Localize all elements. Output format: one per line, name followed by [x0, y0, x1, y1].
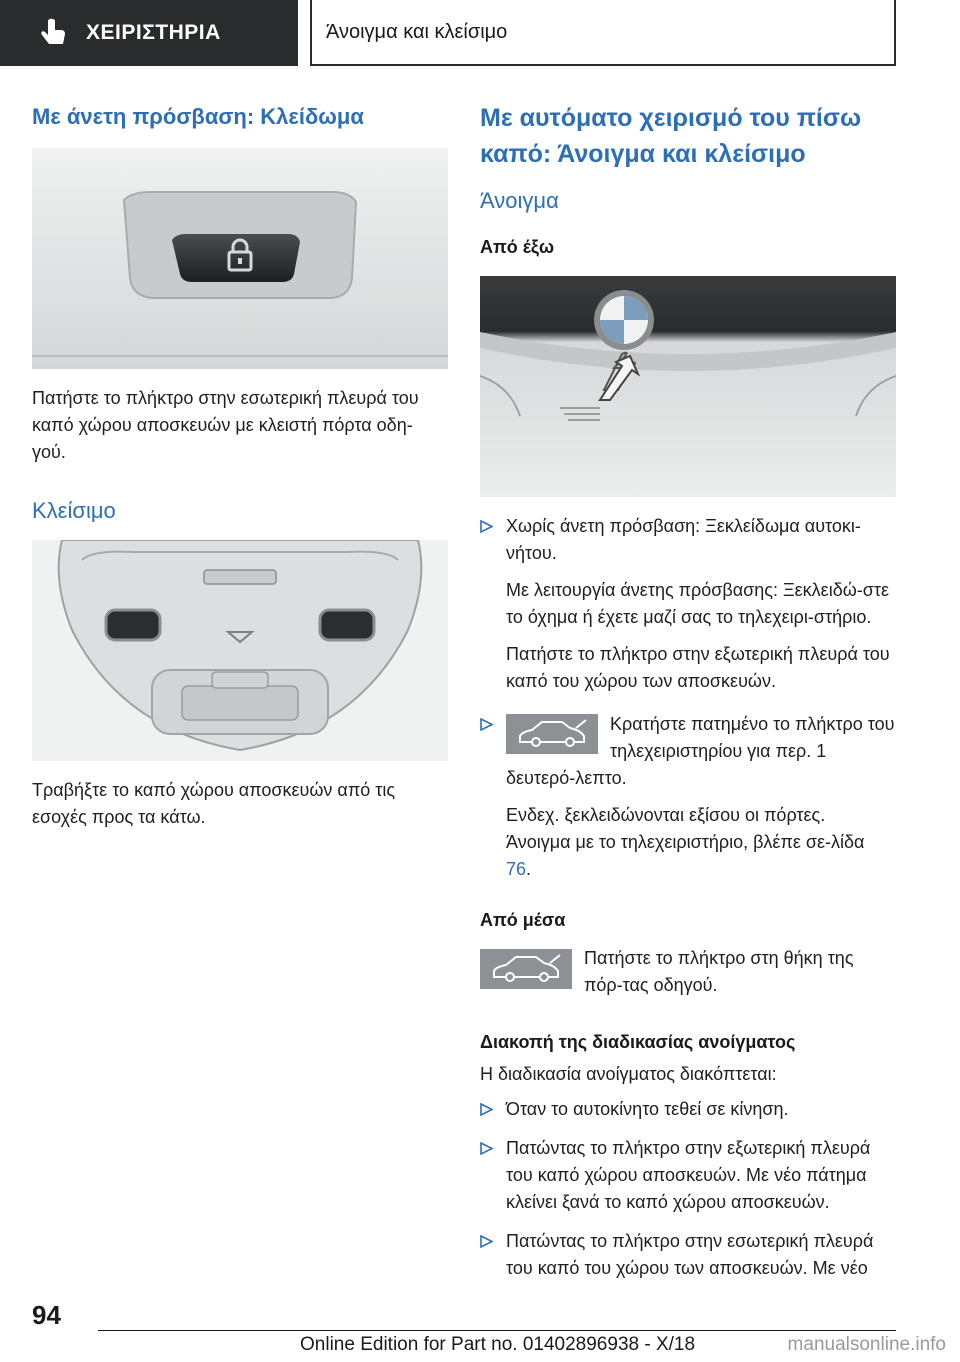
comfort-access-locking-heading: Με άνετη πρόσβαση: Κλείδωμα: [32, 104, 364, 129]
figure-outside-button: [480, 276, 896, 497]
figure1-caption: Πατήστε το πλήκτρο στην εσωτερική πλευρά του καπό χώρου αποσκευών με κλειστή πόρτα οδη-γού.: [32, 388, 419, 462]
bullet2-doors-text: Ενδεχ. ξεκλειδώνονται εξίσου οι πόρτες.: [506, 805, 826, 825]
triangle-bullet-icon: [480, 718, 493, 731]
list-item: [480, 1096, 896, 1123]
opening-heading: Άνοιγμα: [480, 188, 559, 213]
chapter-title: Άνοιγμα και κλείσιμο: [326, 20, 508, 43]
figure-tailgate-closing: [32, 540, 448, 761]
interrupt-intro: Η διαδικασία ανοίγματος διακόπτεται:: [480, 1064, 777, 1084]
right-column: [480, 100, 896, 1282]
lock-button-illustration: [32, 148, 448, 369]
header-section-tab: [0, 0, 298, 66]
figure2-caption: Τραβήξτε το καπό χώρου αποσκευών από τις εσοχές προς τα κάτω.: [32, 780, 396, 827]
footer-divider: [98, 1330, 896, 1331]
car-tailgate-open-icon: [506, 714, 598, 754]
hand-pointer-icon: [36, 15, 72, 51]
list-item: [480, 513, 896, 567]
automatic-tailgate-heading: Με αυτόματο χειρισμό του πίσω καπό: Άνοιγμα και κλείσιμο: [480, 104, 862, 168]
interrupt-item-2: Πατώντας το πλήκτρο στην εξωτερική πλευρά του καπό χώρου αποσκευών. Με νέο πάτημα κλείνει ξανά το καπό χώρου αποσκευών.: [506, 1138, 871, 1212]
edition-text: Online Edition for Part no. 01402896938 - X/18: [300, 1334, 696, 1355]
page-number: 94: [32, 1300, 61, 1330]
list-item: [480, 1135, 896, 1216]
inside-text: Πατήστε το πλήκτρο στη θήκη της πόρ-τας οδηγού.: [584, 948, 854, 995]
triangle-bullet-icon: [480, 1142, 493, 1155]
closing-heading: Κλείσιμο: [32, 498, 116, 523]
car-tailgate-open-icon: [480, 949, 572, 989]
interrupt-item-1: Όταν το αυτοκίνητο τεθεί σε κίνηση.: [506, 1099, 789, 1119]
from-outside-heading: Από έξω: [480, 237, 555, 257]
bullet1-comfort-text: Με λειτουργία άνετης πρόσβασης: Ξεκλειδώ-στε το όχημα ή έχετε μαζί σας το τηλεχειρι-στήριο.: [506, 580, 890, 627]
from-inside-heading: Από μέσα: [480, 910, 566, 930]
figure-lock-button: [32, 148, 448, 369]
triangle-bullet-icon: [480, 520, 493, 533]
interrupt-heading: Διακοπή της διαδικασίας ανοίγματος: [480, 1032, 796, 1052]
list-item: [480, 1228, 896, 1282]
trunk-emblem-illustration: [480, 276, 896, 497]
reference-text: Άνοιγμα με το τηλεχειριστήριο, βλέπε σε-λίδα: [506, 832, 865, 852]
watermark-text: manualsonline.info: [787, 1334, 946, 1355]
bullet2-reference-text: Άνοιγμα με το τηλεχειριστήριο, βλέπε σε-λίδα 76.: [506, 832, 865, 879]
interrupt-item-3: Πατώντας το πλήκτρο στην εσωτερική πλευρά του καπό του χώρου των αποσκευών. Με νέο: [506, 1231, 874, 1278]
inside-row: [480, 945, 896, 999]
page-76-link[interactable]: 76: [506, 859, 527, 879]
tailgate-inside-illustration: [32, 540, 448, 761]
triangle-bullet-icon: [480, 1103, 493, 1116]
chapter-title-box: [310, 0, 896, 66]
bullet2-text: Κρατήστε πατημένο το πλήκτρο του τηλεχειριστηρίου για περ. 1 δευτερό-λεπτο.: [506, 714, 895, 788]
bullet1-text: Χωρίς άνετη πρόσβαση: Ξεκλείδωμα αυτοκι-νήτου.: [506, 516, 861, 563]
bullet1-press-text: Πατήστε το πλήκτρο στην εξωτερική πλευρά του καπό του χώρου των αποσκευών.: [506, 644, 890, 691]
left-column: [32, 100, 448, 831]
list-item: [480, 711, 896, 792]
triangle-bullet-icon: [480, 1235, 493, 1248]
section-label: ΧΕΙΡΙΣΤΗΡΙΑ: [86, 21, 221, 44]
